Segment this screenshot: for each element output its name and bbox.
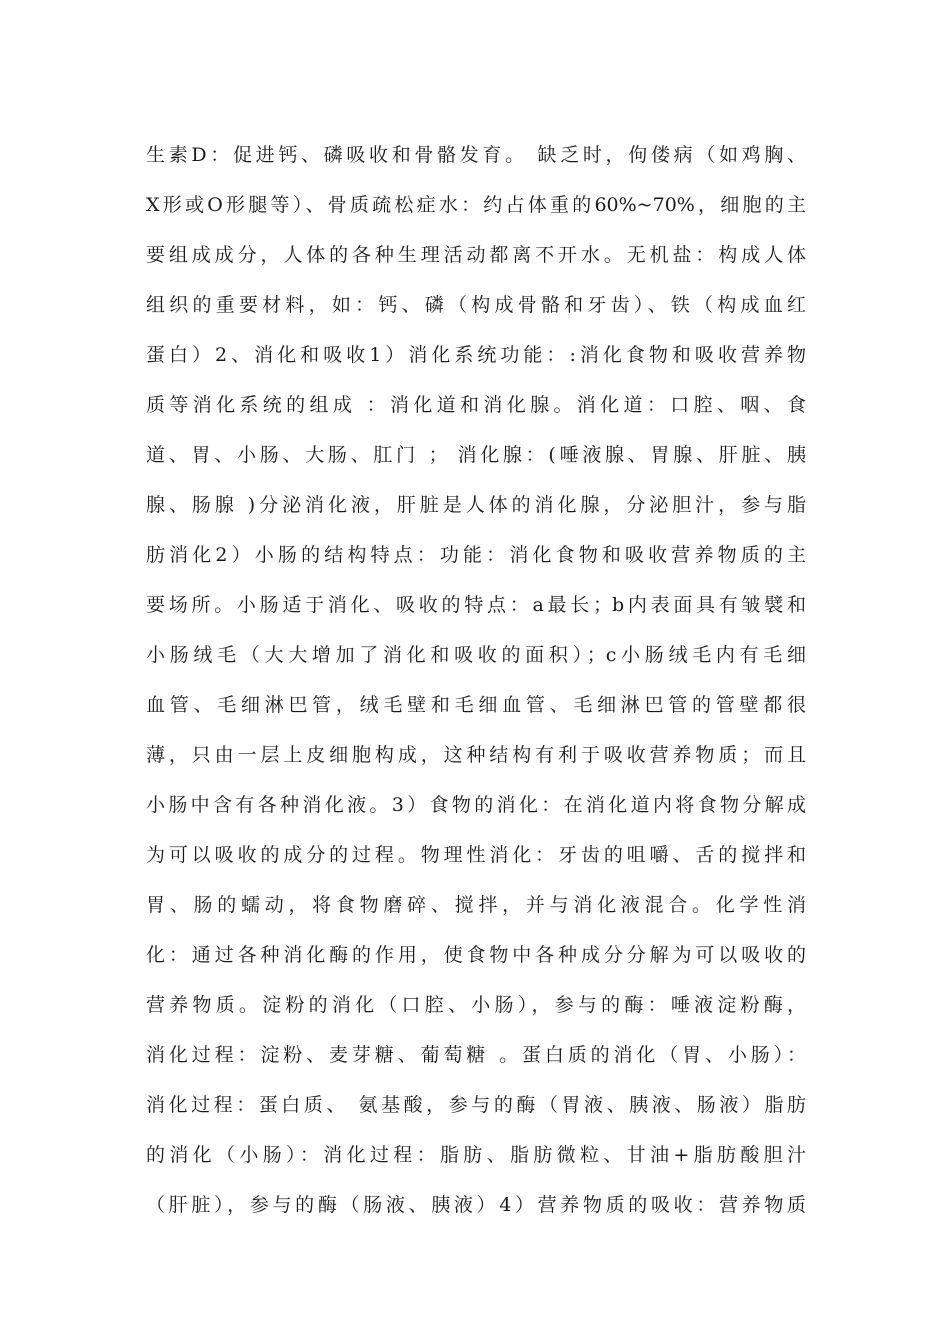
text-line: 胃、肠的蠕动，将食物磨碎、搅拌，并与消化液混合。化学性消 <box>146 894 806 916</box>
text-line: 消化过程：淀粉、麦芽糖、葡萄糖 。蛋白质的消化（胃、小肠）： <box>146 1044 806 1066</box>
text-line: 要场所。小肠适于消化、吸收的特点：a最长；b内表面具有皱襞和 <box>146 594 806 616</box>
text-line: 组织的重要材料，如：钙、磷（构成骨骼和牙齿）、铁（构成血红 <box>146 294 806 316</box>
text-line: 道、胃、小肠、大肠、肛门 ； 消化腺：(唾液腺、胃腺、肝脏、胰 <box>146 444 806 466</box>
text-line: 化：通过各种消化酶的作用，使食物中各种成分分解为可以吸收的 <box>146 944 806 966</box>
text-line: 营养物质。淀粉的消化（口腔、小肠），参与的酶：唾液淀粉酶， <box>146 994 806 1016</box>
text-line: （肝脏），参与的酶（肠液、胰液）4）营养物质的吸收：营养物质 <box>146 1194 806 1216</box>
text-line: 消化过程：蛋白质、 氨基酸，参与的酶（胃液、胰液、肠液）脂肪 <box>146 1094 806 1116</box>
text-line: 腺、肠腺 )分泌消化液，肝脏是人体的消化腺，分泌胆汁，参与脂 <box>146 494 806 516</box>
text-line: 要组成成分，人体的各种生理活动都离不开水。无机盐：构成人体 <box>146 244 806 266</box>
text-line: 小肠绒毛（大大增加了消化和吸收的面积）；c小肠绒毛内有毛细 <box>146 644 806 666</box>
text-line: 小肠中含有各种消化液。3）食物的消化：在消化道内将食物分解成 <box>146 794 806 816</box>
text-line: 蛋白）2、消化和吸收1）消化系统功能：:消化食物和吸收营养物 <box>146 344 806 366</box>
text-line: 为可以吸收的成分的过程。物理性消化：牙齿的咀嚼、舌的搅拌和 <box>146 844 806 866</box>
text-line: 肪消化2）小肠的结构特点：功能：消化食物和吸收营养物质的主 <box>146 544 806 566</box>
body-text <box>146 130 806 1230</box>
text-line: 的消化（小肠）：消化过程：脂肪、脂肪微粒、甘油+脂肪酸胆汁 <box>146 1144 806 1166</box>
text-line: 血管、毛细淋巴管，绒毛壁和毛细血管、毛细淋巴管的管壁都很 <box>146 694 806 716</box>
text-line: 生素D：促进钙、磷吸收和骨骼发育。 缺乏时，佝偻病（如鸡胸、 <box>146 144 806 166</box>
text-line: 质等消化系统的组成 ：消化道和消化腺。消化道：口腔、咽、食 <box>146 394 806 416</box>
text-line: X形或O形腿等）、骨质疏松症水：约占体重的60%~70%，细胞的主 <box>146 194 806 216</box>
text-line: 薄，只由一层上皮细胞构成，这种结构有利于吸收营养物质；而且 <box>146 744 806 766</box>
